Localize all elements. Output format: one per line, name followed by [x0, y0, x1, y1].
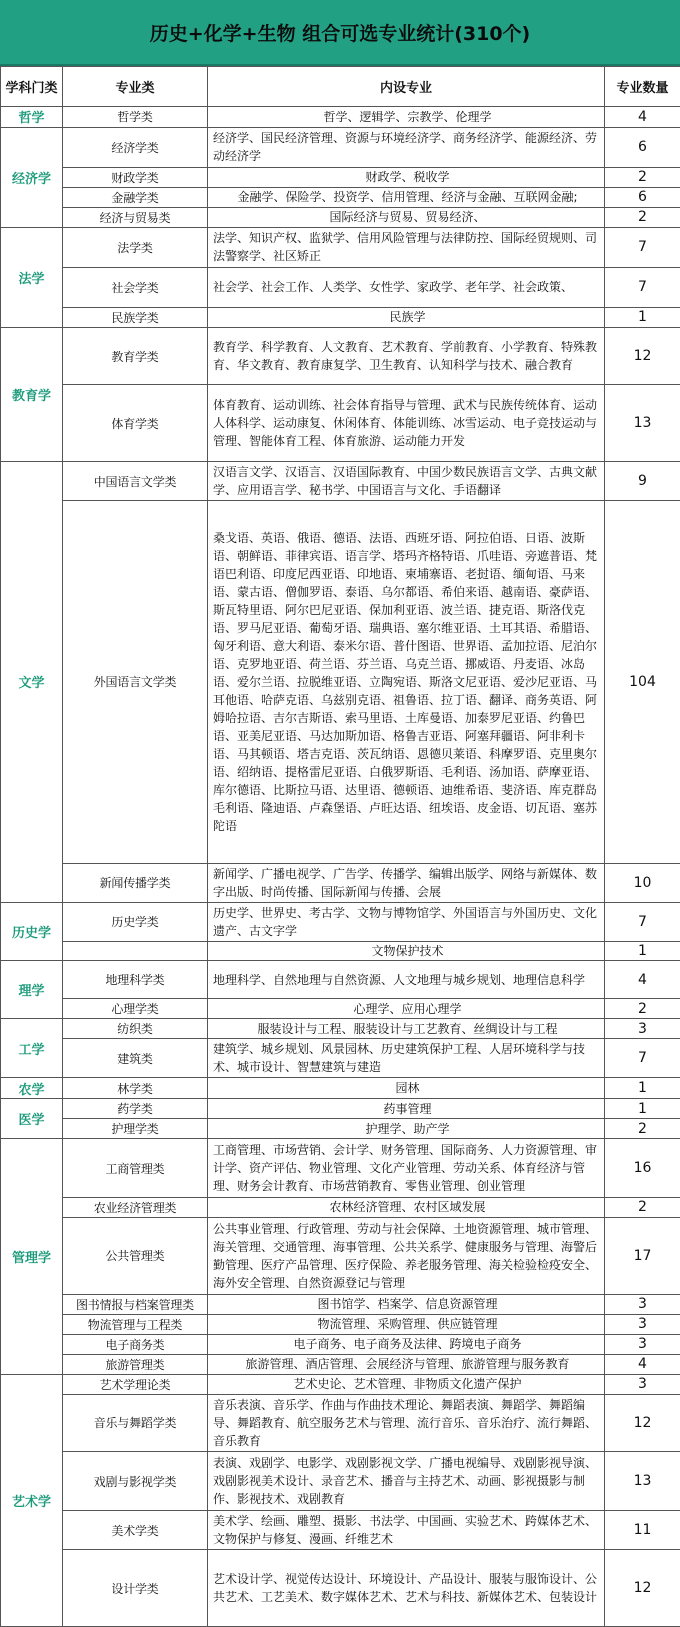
majors-cell: 金融学、保险学、投资学、信用管理、经济与金融、互联网金融; — [208, 187, 605, 207]
class-cell: 艺术学理论类 — [63, 1374, 208, 1394]
majors-cell: 新闻学、广播电视学、广告学、传播学、编辑出版学、网络与新媒体、数字出版、时尚传播、国际新闻与传播、会展 — [208, 863, 605, 902]
count-cell: 6 — [605, 127, 680, 167]
majors-cell: 公共事业管理、行政管理、劳动与社会保障、土地资源管理、城市管理、海关管理、交通管理、海事管理、公共关系学、健康服务与管理、海警后勤管理、医疗产品管理、医疗保险、养老服务管理、海关检验检疫安全、海外安全管理、自然资源登记与管理 — [208, 1217, 605, 1294]
majors-cell: 国际经济与贸易、贸易经济、 — [208, 207, 605, 227]
table-row — [1, 961, 680, 999]
count-cell: 12 — [605, 1550, 680, 1627]
majors-cell: 汉语言文学、汉语言、汉语国际教育、中国少数民族语言文学、古典文献学、应用语言学、秘书学、中国语言与文化、手语翻译 — [208, 462, 605, 501]
majors-cell: 哲学、逻辑学、宗教学、伦理学 — [208, 106, 605, 127]
category-cell: 法学 — [1, 227, 63, 327]
table-row — [1, 1294, 680, 1314]
majors-cell: 药事管理 — [208, 1099, 605, 1119]
table-row — [1, 1550, 680, 1627]
count-cell: 11 — [605, 1511, 680, 1550]
majors-cell: 表演、戏剧学、电影学、戏剧影视文学、广播电视编导、戏剧影视导演、戏剧影视美术设计、录音艺术、播音与主持艺术、动画、影视摄影与制作、影视技术、戏剧教育 — [208, 1452, 605, 1511]
majors-cell: 旅游管理、酒店管理、会展经济与管理、旅游管理与服务教育 — [208, 1354, 605, 1374]
table-row — [1, 941, 680, 961]
majors-cell: 财政学、税收学 — [208, 167, 605, 187]
table-row — [1, 462, 680, 501]
majors-cell: 园林 — [208, 1078, 605, 1099]
count-cell: 13 — [605, 1452, 680, 1511]
category-cell: 农学 — [1, 1078, 63, 1099]
count-cell: 2 — [605, 167, 680, 187]
table-row — [1, 1334, 680, 1354]
table-row — [1, 1139, 680, 1198]
majors-cell: 服装设计与工程、服装设计与工艺教育、丝绸设计与工程 — [208, 1019, 605, 1039]
count-cell: 7 — [605, 1039, 680, 1078]
class-cell: 药学类 — [63, 1099, 208, 1119]
category-cell: 文学 — [1, 462, 63, 902]
count-cell: 3 — [605, 1019, 680, 1039]
table-row — [1, 385, 680, 462]
class-cell: 体育学类 — [63, 385, 208, 462]
table-row — [1, 307, 680, 327]
class-cell: 新闻传播学类 — [63, 863, 208, 902]
table-row — [1, 501, 680, 864]
category-cell: 哲学 — [1, 106, 63, 127]
count-cell: 3 — [605, 1294, 680, 1314]
class-cell: 设计学类 — [63, 1550, 208, 1627]
count-cell: 16 — [605, 1139, 680, 1198]
majors-cell: 法学、知识产权、监狱学、信用风险管理与法律防控、国际经贸规则、司法警察学、社区矫正 — [208, 227, 605, 267]
table-row — [1, 1119, 680, 1139]
class-cell: 民族学类 — [63, 307, 208, 327]
table-row — [1, 1394, 680, 1452]
table-row — [1, 863, 680, 902]
class-cell: 哲学类 — [63, 106, 208, 127]
header-majors: 内设专业 — [208, 67, 605, 107]
count-cell: 3 — [605, 1314, 680, 1334]
header-count: 专业数量 — [605, 67, 680, 107]
count-cell: 104 — [605, 501, 680, 864]
table-row — [1, 327, 680, 385]
table-row — [1, 1099, 680, 1119]
class-cell: 历史学类 — [63, 902, 208, 941]
count-cell: 4 — [605, 106, 680, 127]
page-title: 历史+化学+生物 组合可选专业统计(310个) — [0, 0, 680, 66]
majors-cell: 建筑学、城乡规划、风景园林、历史建筑保护工程、人居环境科学与技术、城市设计、智慧建筑与建造 — [208, 1039, 605, 1078]
table-row — [1, 902, 680, 941]
class-cell: 地理科学类 — [63, 961, 208, 999]
table-row — [1, 127, 680, 167]
class-cell: 戏剧与影视学类 — [63, 1452, 208, 1511]
count-cell: 1 — [605, 307, 680, 327]
count-cell: 7 — [605, 227, 680, 267]
class-cell: 法学类 — [63, 227, 208, 267]
table-row — [1, 1452, 680, 1511]
category-cell: 工学 — [1, 1019, 63, 1078]
majors-cell: 地理科学、自然地理与自然资源、人文地理与城乡规划、地理信息科学 — [208, 961, 605, 999]
majors-cell: 农林经济管理、农村区域发展 — [208, 1197, 605, 1217]
class-cell: 图书情报与档案管理类 — [63, 1294, 208, 1314]
category-cell: 理学 — [1, 961, 63, 1019]
majors-cell: 电子商务、电子商务及法律、跨境电子商务 — [208, 1334, 605, 1354]
class-cell: 建筑类 — [63, 1039, 208, 1078]
class-cell: 中国语言文学类 — [63, 462, 208, 501]
table-row — [1, 1374, 680, 1394]
class-cell: 旅游管理类 — [63, 1354, 208, 1374]
count-cell: 10 — [605, 863, 680, 902]
class-cell: 外国语言文学类 — [63, 501, 208, 864]
category-cell: 艺术学 — [1, 1374, 63, 1626]
majors-cell: 图书馆学、档案学、信息资源管理 — [208, 1294, 605, 1314]
table-row — [1, 1511, 680, 1550]
class-cell: 农业经济管理类 — [63, 1197, 208, 1217]
count-cell: 3 — [605, 1334, 680, 1354]
majors-cell: 教育学、科学教育、人文教育、艺术教育、学前教育、小学教育、特殊教育、华文教育、教育康复学、卫生教育、认知科学与技术、融合教育 — [208, 327, 605, 385]
category-cell: 医学 — [1, 1099, 63, 1139]
category-cell: 教育学 — [1, 327, 63, 462]
header-category: 学科门类 — [1, 67, 63, 107]
table-row — [1, 106, 680, 127]
majors-cell: 物流管理、采购管理、供应链管理 — [208, 1314, 605, 1334]
class-cell: 心理学类 — [63, 999, 208, 1019]
majors-cell: 艺术设计学、视觉传达设计、环境设计、产品设计、服装与服饰设计、公共艺术、工艺美术、数字媒体艺术、艺术与科技、新媒体艺术、包装设计 — [208, 1550, 605, 1627]
majors-cell: 心理学、应用心理学 — [208, 999, 605, 1019]
table-row — [1, 227, 680, 267]
majors-cell: 历史学、世界史、考古学、文物与博物馆学、外国语言与外国历史、文化遗产、古文字学 — [208, 902, 605, 941]
count-cell: 4 — [605, 1354, 680, 1374]
table-row — [1, 207, 680, 227]
table-row — [1, 167, 680, 187]
class-cell: 林学类 — [63, 1078, 208, 1099]
class-cell: 音乐与舞蹈学类 — [63, 1394, 208, 1452]
table-row — [1, 1354, 680, 1374]
class-cell: 经济学类 — [63, 127, 208, 167]
header-class: 专业类 — [63, 67, 208, 107]
count-cell: 1 — [605, 1078, 680, 1099]
majors-cell: 体育教育、运动训练、社会体育指导与管理、武术与民族传统体育、运动人体科学、运动康复、休闲体育、体能训练、冰雪运动、电子竞技运动与管理、智能体育工程、体育旅游、运动能力开发 — [208, 385, 605, 462]
count-cell: 12 — [605, 327, 680, 385]
class-cell: 教育学类 — [63, 327, 208, 385]
count-cell: 2 — [605, 207, 680, 227]
count-cell: 6 — [605, 187, 680, 207]
count-cell: 13 — [605, 385, 680, 462]
category-cell: 历史学 — [1, 902, 63, 961]
class-cell: 社会学类 — [63, 267, 208, 307]
majors-cell: 经济学、国民经济管理、资源与环境经济学、商务经济学、能源经济、劳动经济学 — [208, 127, 605, 167]
count-cell: 9 — [605, 462, 680, 501]
majors-cell: 桑戈语、英语、俄语、德语、法语、西班牙语、阿拉伯语、日语、波斯语、朝鲜语、菲律宾语、语言学、塔玛齐格特语、爪哇语、旁遮普语、梵语巴利语、印度尼西亚语、印地语、柬埔寨语、老挝语、缅甸语、马来语、蒙古语、僧伽罗语、泰语、乌尔都语、希伯来语、越南语、豪萨语、斯瓦特里语、阿尔巴尼亚语、保加利亚语、波兰语、捷克语、斯洛伐克语、罗马尼亚语、葡萄牙语、瑞典语、塞尔维亚语、土耳其语、希腊语、匈牙利语、意大利语、泰米尔语、普什图语、世界语、孟加拉语、尼泊尔语、克罗地亚语、荷兰语、芬兰语、乌克兰语、挪威语、丹麦语、冰岛语、爱尔兰语、拉脱维亚语、立陶宛语、斯洛文尼亚语、爱沙尼亚语、马耳他语、哈萨克语、乌兹别克语、祖鲁语、拉丁语、翻译、商务英语、阿姆哈拉语、吉尔吉斯语、索马里语、土库曼语、加泰罗尼亚语、约鲁巴语、亚美尼亚语、马达加斯加语、格鲁吉亚语、阿塞拜疆语、阿非利卡语、马其顿语、塔吉克语、茨瓦纳语、恩德贝莱语、科摩罗语、克里奥尔语、绍纳语、提格雷尼亚语、白俄罗斯语、毛利语、汤加语、萨摩亚语、库尔德语、比斯拉马语、达里语、德顿语、迪维希语、斐济语、库克群岛毛利语、隆迪语、卢森堡语、卢旺达语、纽埃语、皮金语、切瓦语、塞苏陀语 — [208, 501, 605, 864]
category-cell: 管理学 — [1, 1139, 63, 1374]
class-cell: 经济与贸易类 — [63, 207, 208, 227]
count-cell: 1 — [605, 941, 680, 961]
class-cell: 电子商务类 — [63, 1334, 208, 1354]
table-row — [1, 1078, 680, 1099]
majors-cell: 文物保护技术 — [208, 941, 605, 961]
count-cell: 7 — [605, 267, 680, 307]
table-row — [1, 267, 680, 307]
table-row — [1, 1019, 680, 1039]
count-cell: 2 — [605, 1197, 680, 1217]
count-cell: 17 — [605, 1217, 680, 1294]
count-cell: 2 — [605, 1119, 680, 1139]
count-cell: 7 — [605, 902, 680, 941]
majors-cell: 美术学、绘画、雕塑、摄影、书法学、中国画、实验艺术、跨媒体艺术、文物保护与修复、漫画、纤维艺术 — [208, 1511, 605, 1550]
count-cell: 1 — [605, 1099, 680, 1119]
table-row — [1, 1217, 680, 1294]
class-cell: 财政学类 — [63, 167, 208, 187]
class-cell — [63, 941, 208, 961]
class-cell: 护理学类 — [63, 1119, 208, 1139]
class-cell: 公共管理类 — [63, 1217, 208, 1294]
class-cell: 工商管理类 — [63, 1139, 208, 1198]
count-cell: 12 — [605, 1394, 680, 1452]
count-cell: 4 — [605, 961, 680, 999]
class-cell: 纺织类 — [63, 1019, 208, 1039]
count-cell: 2 — [605, 999, 680, 1019]
majors-table — [0, 66, 680, 1627]
count-cell: 3 — [605, 1374, 680, 1394]
category-cell: 经济学 — [1, 127, 63, 227]
class-cell: 物流管理与工程类 — [63, 1314, 208, 1334]
table-row — [1, 187, 680, 207]
class-cell: 金融学类 — [63, 187, 208, 207]
header-row — [1, 67, 680, 107]
table-row — [1, 1314, 680, 1334]
majors-cell: 艺术史论、艺术管理、非物质文化遗产保护 — [208, 1374, 605, 1394]
majors-cell: 社会学、社会工作、人类学、女性学、家政学、老年学、社会政策、 — [208, 267, 605, 307]
majors-cell: 护理学、助产学 — [208, 1119, 605, 1139]
table-row — [1, 1197, 680, 1217]
table-row — [1, 1039, 680, 1078]
majors-cell: 音乐表演、音乐学、作曲与作曲技术理论、舞蹈表演、舞蹈学、舞蹈编导、舞蹈教育、航空服务艺术与管理、流行音乐、音乐治疗、流行舞蹈、音乐教育 — [208, 1394, 605, 1452]
class-cell: 美术学类 — [63, 1511, 208, 1550]
table-row — [1, 999, 680, 1019]
majors-cell: 工商管理、市场营销、会计学、财务管理、国际商务、人力资源管理、审计学、资产评估、物业管理、文化产业管理、劳动关系、体育经济与管理、财务会计教育、市场营销教育、零售业管理、创业管理 — [208, 1139, 605, 1198]
majors-cell: 民族学 — [208, 307, 605, 327]
